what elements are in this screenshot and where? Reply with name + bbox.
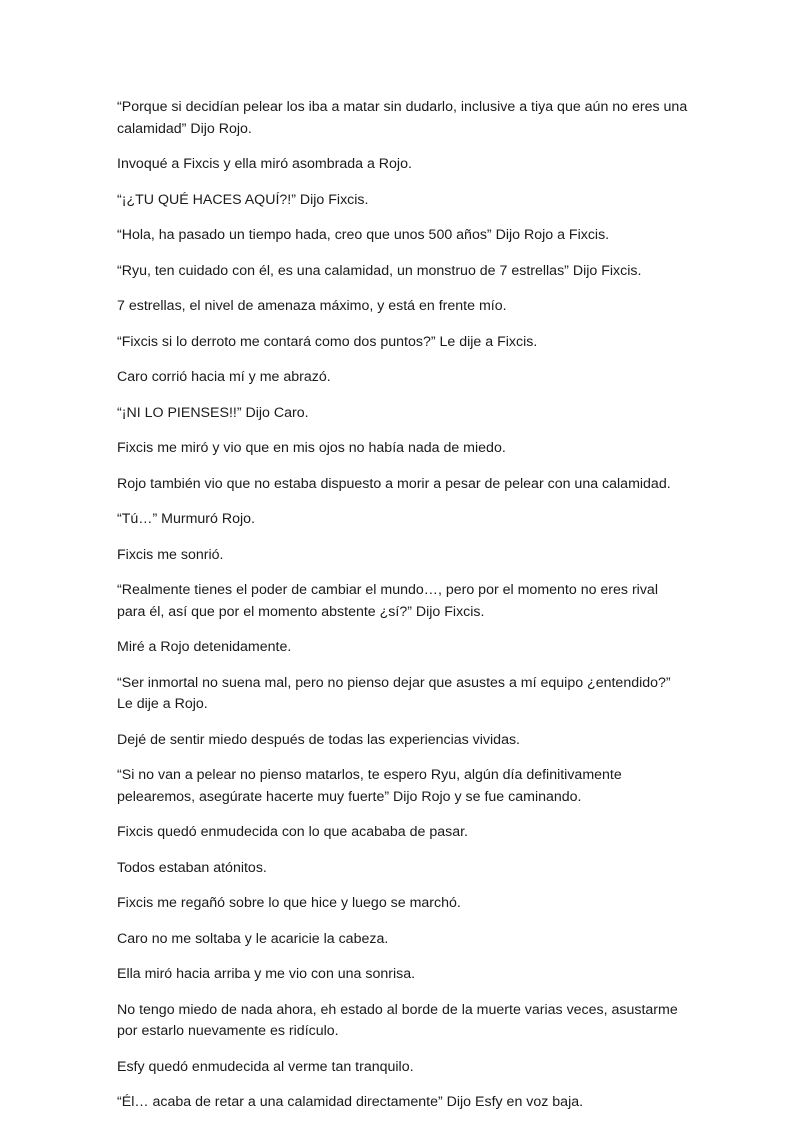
paragraph-15: Miré a Rojo detenidamente.: [117, 639, 292, 655]
paragraph-17: Dejé de sentir miedo después de todas las experiencias vividas.: [117, 731, 520, 748]
paragraph-5: “Ryu, ten cuidado con él, es una calamidad, un monstruo de 7 estrellas” Dijo Fixcis.: [117, 262, 642, 279]
paragraph-8: Caro corrió hacia mí y me abrazó.: [117, 369, 331, 385]
paragraph-19: Fixcis quedó enmudecida con lo que acababa de pasar.: [117, 824, 468, 840]
document-page: [117, 97, 689, 1128]
paragraph-12: “Tú…” Murmuró Rojo.: [117, 511, 255, 527]
paragraph-11: Rojo también vio que no estaba dispuesto a morir a pesar de pelear con una calamidad.: [117, 475, 671, 492]
paragraph-1: “Porque si decidían pelear los iba a matar sin dudarlo, inclusive a tiya que aún no eres una calamidad” Dijo Rojo.: [117, 99, 688, 137]
paragraph-10: Fixcis me miró y vio que en mis ojos no había nada de miedo.: [117, 440, 506, 456]
paragraph-9: “¡NI LO PIENSES!!” Dijo Caro.: [117, 404, 309, 421]
paragraph-4: “Hola, ha pasado un tiempo hada, creo que unos 500 años” Dijo Rojo a Fixcis.: [117, 227, 610, 243]
paragraph-14: “Realmente tienes el poder de cambiar el mundo…, pero por el momento no eres rival para él, así que por el momento abstente ¿sí?” Dijo Fixcis.: [117, 582, 658, 620]
paragraph-13: Fixcis me sonrió.: [117, 546, 224, 563]
paragraph-18: “Si no van a pelear no pienso matarlos, te espero Ryu, algún día definitivamente pelearemos, asegúrate hacerte muy fuerte” Dijo Rojo y se fue caminando.: [117, 767, 622, 805]
paragraph-7: “Fixcis si lo derroto me contará como dos puntos?” Le dije a Fixcis.: [117, 333, 538, 350]
paragraph-24: No tengo miedo de nada ahora, eh estado al borde de la muerte varias veces, asustarme por estarlo nuevamente es ridículo.: [117, 1001, 678, 1039]
paragraph-16: “Ser inmortal no suena mal, pero no pienso dejar que asustes a mí equipo ¿entendido?” Le dije a Rojo.: [117, 674, 671, 712]
paragraph-25: Esfy quedó enmudecida al verme tan tranquilo.: [117, 1058, 414, 1075]
paragraph-2: Invoqué a Fixcis y ella miró asombrada a Rojo.: [117, 156, 412, 172]
paragraph-26: “Él… acaba de retar a una calamidad directamente” Dijo Esfy en voz baja.: [117, 1094, 584, 1110]
paragraph-3: “¡¿TU QUÉ HACES AQUÍ?!” Dijo Fixcis.: [117, 191, 369, 208]
paragraph-21: Fixcis me regañó sobre lo que hice y luego se marchó.: [117, 895, 461, 911]
paragraph-22: Caro no me soltaba y le acaricie la cabeza.: [117, 930, 389, 947]
paragraph-23: Ella miró hacia arriba y me vio con una sonrisa.: [117, 966, 416, 982]
paragraph-20: Todos estaban atónitos.: [117, 859, 267, 876]
paragraph-6: 7 estrellas, el nivel de amenaza máximo, y está en frente mío.: [117, 298, 507, 314]
